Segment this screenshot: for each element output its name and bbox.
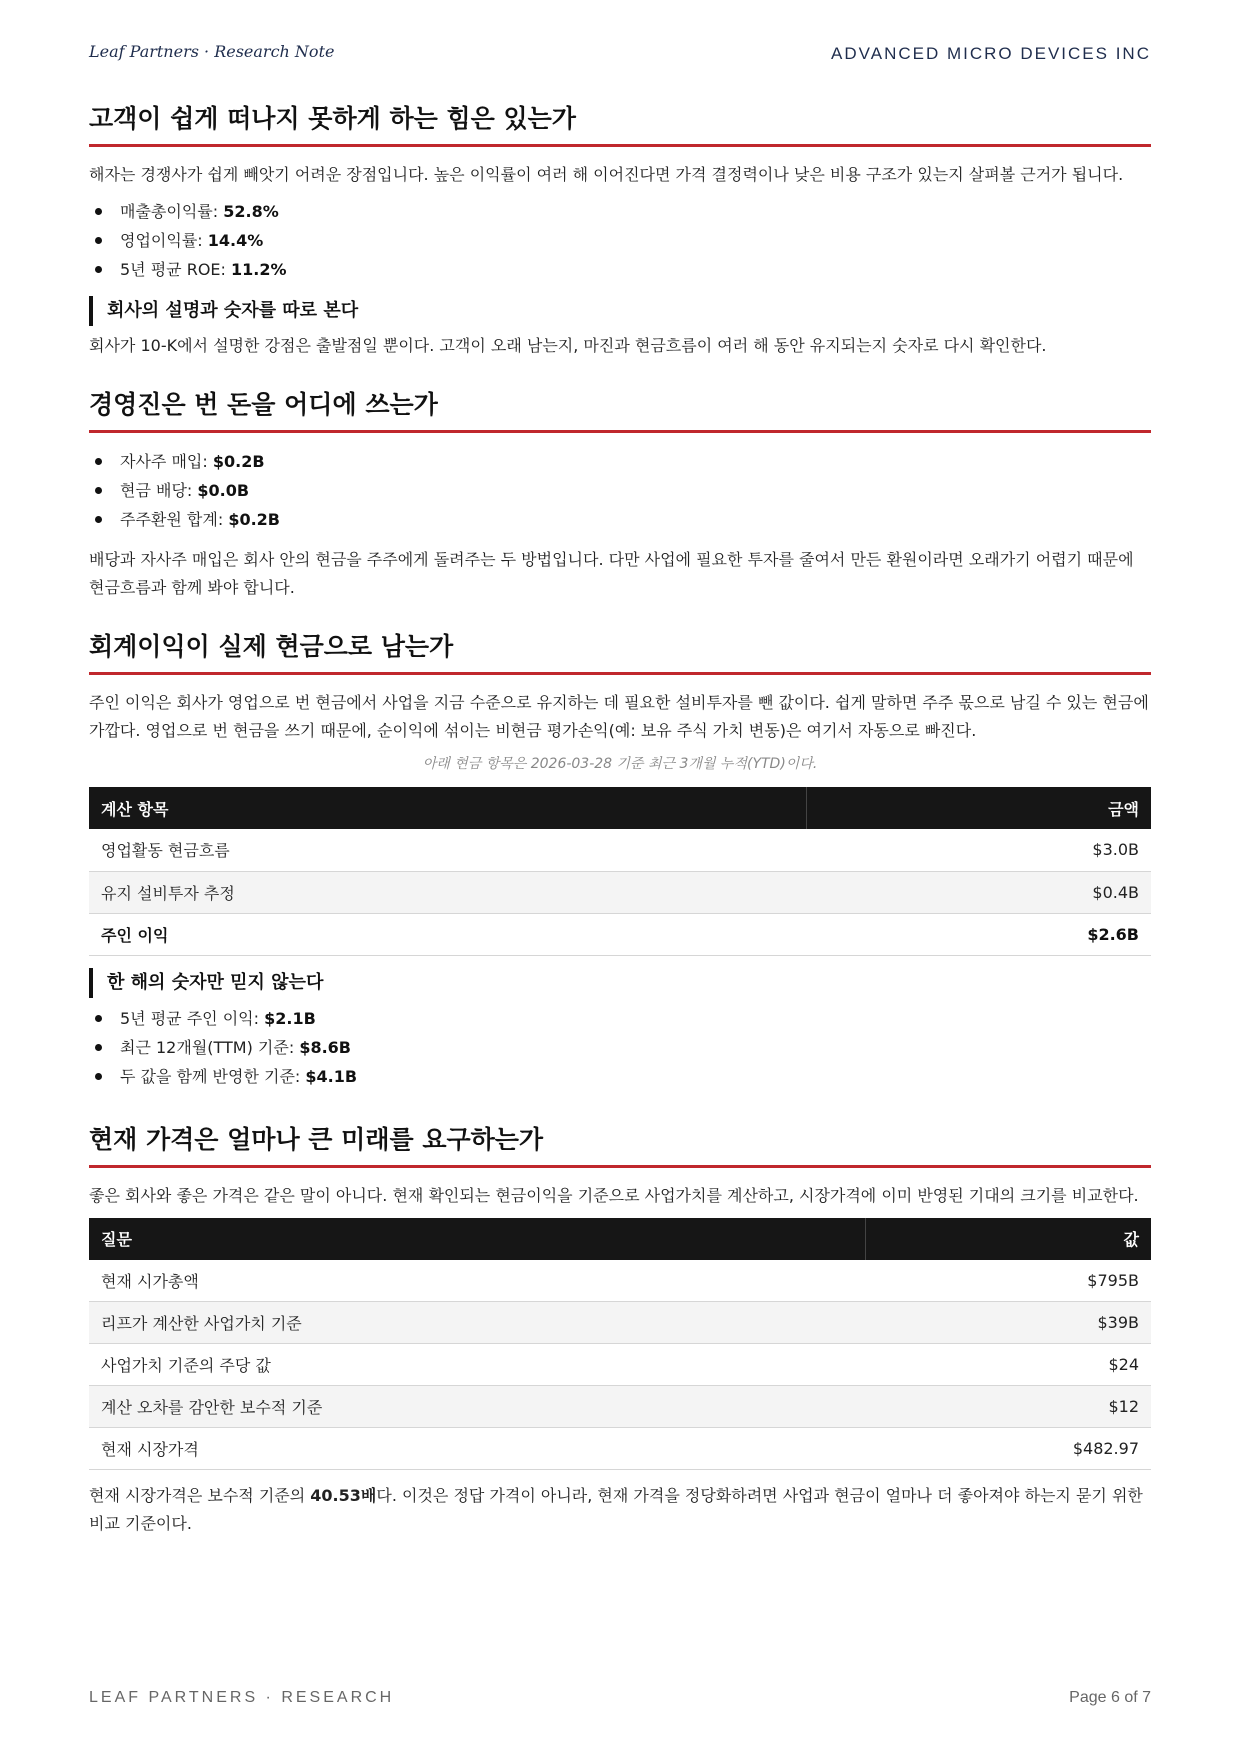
header-company: ADVANCED MICRO DEVICES INC (831, 44, 1151, 63)
column-header: 값 (866, 1218, 1151, 1260)
owner-earnings-list (89, 1004, 1151, 1091)
table-cell: $795B (866, 1260, 1151, 1302)
owner-earnings-table (89, 787, 1151, 956)
section-title-cash: 회계이익이 실제 현금으로 남는가 (89, 632, 1151, 675)
table-cell: 사업가치 기준의 주당 값 (89, 1344, 866, 1386)
list-item: 영업이익률: 14.4% (89, 226, 1151, 255)
list-item: 5년 평균 ROE: 11.2% (89, 255, 1151, 284)
list-item: 주주환원 합계: $0.2B (89, 505, 1151, 534)
subsection-title-company-vs-numbers: 회사의 설명과 숫자를 따로 본다 (89, 296, 1151, 326)
moat-intro: 해자는 경쟁사가 쉽게 빼앗기 어려운 장점입니다. 높은 이익률이 여러 해 이어진다면 가격 결정력이나 낮은 비용 구조가 있는지 살펴볼 근거가 됩니다. (89, 165, 1124, 184)
table-cell: 주인 이익 (89, 913, 807, 955)
multiple-value: 40.53배 (310, 1486, 377, 1505)
section-title-valuation: 현재 가격은 얼마나 큰 미래를 요구하는가 (89, 1125, 1151, 1168)
list-item: 5년 평균 주인 이익: $2.1B (89, 1004, 1151, 1033)
table-cell: $24 (866, 1344, 1151, 1386)
table-row (89, 1302, 1151, 1344)
cash-note: 아래 현금 항목은 2026-03-28 기준 최근 3개월 누적(YTD)이다. (422, 756, 818, 772)
table-row (89, 1428, 1151, 1470)
table-header-row (89, 1218, 1151, 1260)
subsection-title-multi-year: 한 해의 숫자만 믿지 않는다 (89, 968, 1151, 998)
moat-metrics-list (89, 197, 1151, 284)
table-row-total (89, 913, 1151, 955)
table-cell: $482.97 (866, 1428, 1151, 1470)
list-item: 최근 12개월(TTM) 기준: $8.6B (89, 1033, 1151, 1062)
capital-return-list (89, 447, 1151, 534)
page-content (89, 104, 1151, 1546)
page-number: Page 6 of 7 (1069, 1689, 1151, 1706)
table-row (89, 1386, 1151, 1428)
list-item: 매출총이익률: 52.8% (89, 197, 1151, 226)
column-header: 질문 (89, 1218, 866, 1260)
table-cell: 유지 설비투자 추정 (89, 871, 807, 913)
column-header: 계산 항목 (89, 787, 807, 829)
table-row (89, 1344, 1151, 1386)
table-cell: 리프가 계산한 사업가치 기준 (89, 1302, 866, 1344)
column-header: 금액 (807, 787, 1151, 829)
section-title-capital: 경영진은 번 돈을 어디에 쓰는가 (89, 390, 1151, 433)
table-cell: $12 (866, 1386, 1151, 1428)
table-cell: 영업활동 현금흐름 (89, 829, 807, 871)
table-row (89, 871, 1151, 913)
table-cell: 현재 시장가격 (89, 1428, 866, 1470)
table-header-row (89, 787, 1151, 829)
footer-brand: LEAF PARTNERS · RESEARCH (89, 1689, 395, 1706)
table-row (89, 829, 1151, 871)
table-row (89, 1260, 1151, 1302)
list-item: 현금 배당: $0.0B (89, 476, 1151, 505)
list-item: 자사주 매입: $0.2B (89, 447, 1151, 476)
table-cell: 현재 시가총액 (89, 1260, 866, 1302)
list-item: 두 값을 함께 반영한 기준: $4.1B (89, 1062, 1151, 1091)
table-cell: $2.6B (807, 913, 1151, 955)
capital-text: 배당과 자사주 매입은 회사 안의 현금을 주주에게 돌려주는 두 방법입니다. 다만 사업에 필요한 투자를 줄여서 만든 환원이라면 오래가기 어렵기 때문에 현금흐름과 함께 봐야 합니다. (89, 550, 1134, 597)
moat-sub-text: 회사가 10-K에서 설명한 강점은 출발점일 뿐이다. 고객이 오래 남는지, 마진과 현금흐름이 여러 해 동안 유지되는지 숫자로 다시 확인한다. (89, 336, 1047, 355)
section-title-moat: 고객이 쉽게 떠나지 못하게 하는 힘은 있는가 (89, 104, 1151, 147)
table-cell: $3.0B (807, 829, 1151, 871)
cash-text: 주인 이익은 회사가 영업으로 번 현금에서 사업을 지금 수준으로 유지하는 데 필요한 설비투자를 뺀 값이다. 쉽게 말하면 주주 몫으로 남길 수 있는 현금에 가깝다. 영업으로 번 현금을 쓰기 때문에, 순이익에 섞이는 비현금 평가손익(예: 보유 주식 가치 변동)은 여기서 자동으로 빠진다. (89, 693, 1149, 740)
table-cell: 계산 오차를 감안한 보수적 기준 (89, 1386, 866, 1428)
header-brand: Leaf Partners · Research Note (89, 42, 335, 61)
table-cell: $0.4B (807, 871, 1151, 913)
valuation-conclusion: 현재 시장가격은 보수적 기준의 40.53배다. 이것은 정답 가격이 아니라, 현재 가격을 정당화하려면 사업과 현금이 얼마나 더 좋아져야 하는지 묻기 위한 비교 기준이다. (89, 1486, 1143, 1533)
valuation-table (89, 1218, 1151, 1471)
valuation-text: 좋은 회사와 좋은 가격은 같은 말이 아니다. 현재 확인되는 현금이익을 기준으로 사업가치를 계산하고, 시장가격에 이미 반영된 기대의 크기를 비교한다. (89, 1185, 1139, 1205)
table-cell: $39B (866, 1302, 1151, 1344)
